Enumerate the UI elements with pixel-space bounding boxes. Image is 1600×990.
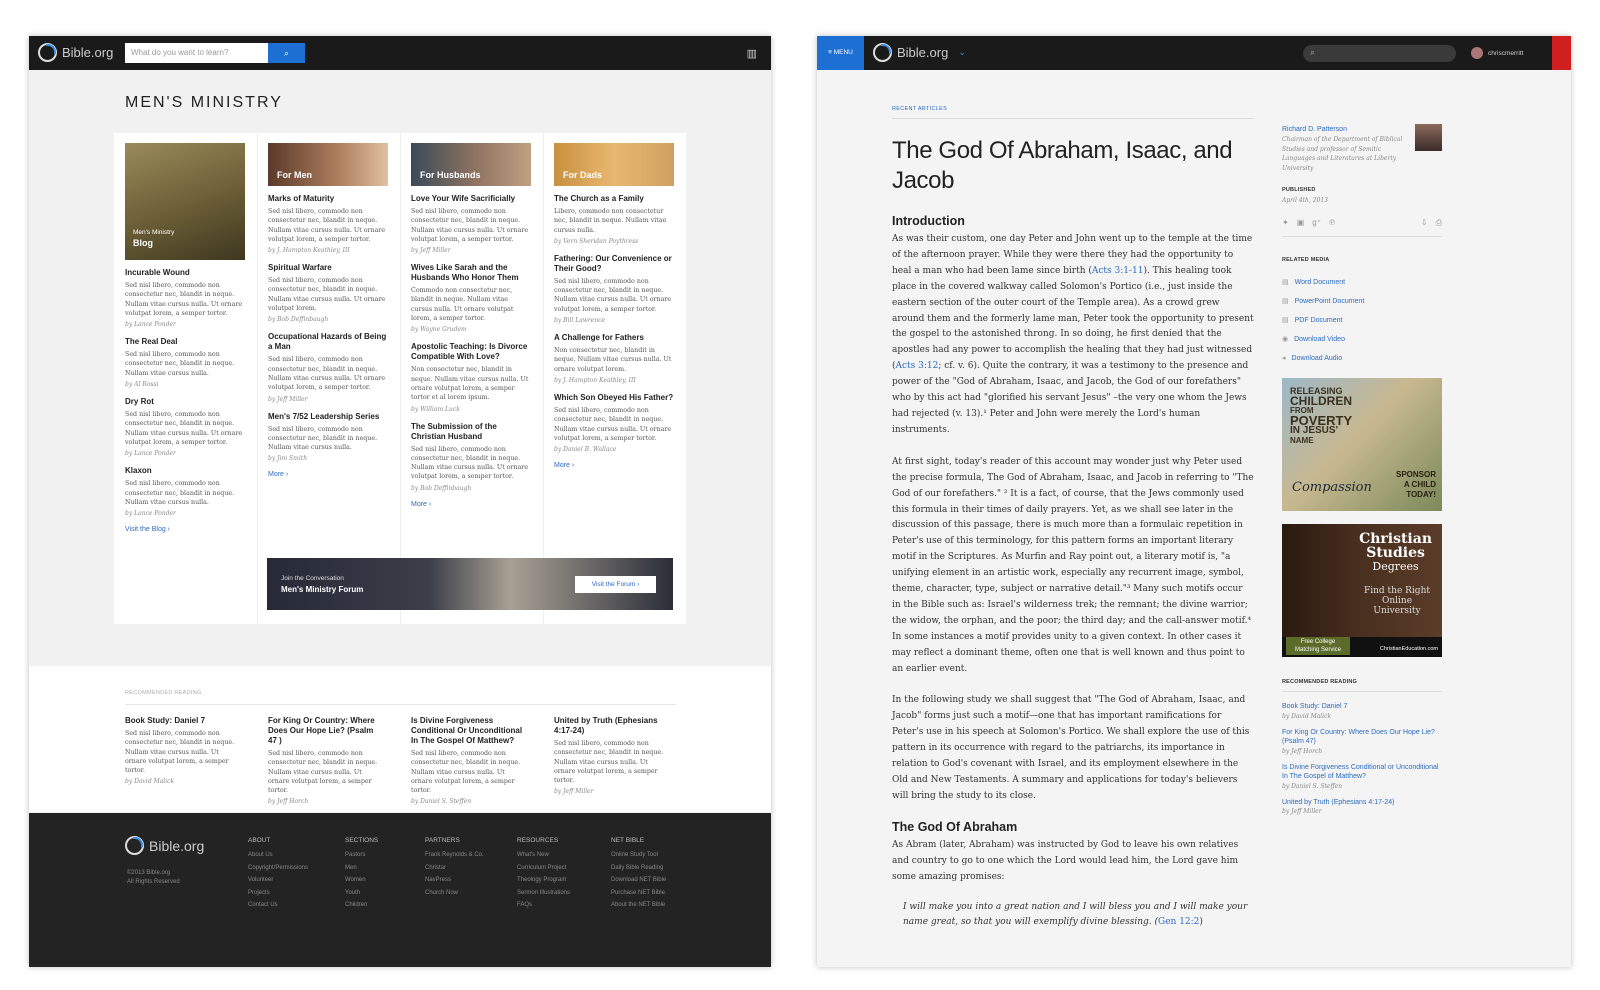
for-dads-column xyxy=(554,143,674,469)
article-title[interactable]: Love Your Wife Sacrificially xyxy=(411,194,516,203)
logo-icon xyxy=(125,836,144,855)
google-plus-icon[interactable]: g⁺ xyxy=(1312,218,1321,227)
forum-title: Men's Ministry Forum xyxy=(281,585,364,594)
article-title[interactable]: The Church as a Family xyxy=(554,194,644,203)
related-media-item[interactable] xyxy=(1282,349,1442,368)
column-heading: For Husbands xyxy=(420,170,481,180)
list-item[interactable] xyxy=(554,333,674,384)
article-title[interactable]: Klaxon xyxy=(125,466,152,476)
search-button[interactable] xyxy=(268,43,305,63)
article-author: by Bill Lawrence xyxy=(554,317,606,325)
list-item[interactable] xyxy=(268,194,388,254)
article-excerpt: Sed nisl libero, commodo non consectetur nec, blandit in neque. Nullam vitae cursus nulla. Ut ornare volutpat lorem, a semper tortor. xyxy=(268,750,378,795)
facebook-icon[interactable]: ▣ xyxy=(1296,218,1305,227)
ad-text: Free College xyxy=(1300,639,1336,645)
article-title: The God Of Abraham, Isaac, and Jacob xyxy=(892,137,1233,194)
article-title[interactable]: Occupational Hazards of Being a Man xyxy=(268,332,387,352)
print-icon[interactable]: ⎙ xyxy=(1435,218,1442,227)
article-author: by Lance Ponder xyxy=(125,450,176,458)
recommended-reading xyxy=(29,666,771,812)
footer-link[interactable]: Contact Us xyxy=(248,902,278,909)
article-title[interactable]: The Submission of the Christian Husband xyxy=(411,421,497,441)
article-excerpt: Sed nisl libero, commodo non consectetur nec, blandit in neque. Nullam vitae cursus nulla. Ut ornare volutpat lorem, a semper tortor. xyxy=(411,445,529,481)
ad-text: RELEASING xyxy=(1290,386,1343,396)
ad-text: Online xyxy=(1381,596,1413,606)
heading-introduction: Introduction xyxy=(892,214,965,228)
document-icon: ▤ xyxy=(1282,317,1289,324)
article-title[interactable]: A Challenge for Fathers xyxy=(554,333,644,343)
list-item[interactable] xyxy=(411,422,531,492)
divider xyxy=(1282,691,1442,692)
recommended-author: by Jeff Horch xyxy=(1282,747,1323,755)
for-men-image[interactable] xyxy=(268,143,388,186)
footer-link[interactable]: Volunteer xyxy=(248,877,274,884)
article-title[interactable]: Incurable Wound xyxy=(125,268,190,277)
text: ). This healing took place in the covered walkway called Solomon's Portico (i.e., just inside the eastern section of the outer court of the Temple area). As a crowd grew around them and the formerly lame man, Peter took the opportunity to present the gospel to the astonished throng. In so doing, he first denied that the apostles had any power to accomplish the healing that they had just witnessed ( xyxy=(892,265,1254,372)
paragraph: At first sight, today's reader of this account may wonder just why Peter used the precise formula, The God of Abraham, Isaac, and Jacob in referring to "The God of our forefathers." ² It is a fact, of course, that the Jews commonly used this formula in their times of daily prayers. Yet, as we shall see later in the discussion of this passage, there is much more than a formulaic repetition in Peter's use of this terminology, for this pattern forms an important literary motif in the Scriptures. As Murfin and Ray point out, a literary motif is, "a unifying element in an artistic work, especially any recurrent image, symbol, theme, character, type, subject or narrative detail."³ Many such motifs occur in the Bible such as: Israel's wilderness trek; the remnant; the divine warrior; the widow, the orphan, and the poor; the third day; and the call-answer motif.⁴ In some instances a motif provides unity to a given context. In other cases it may reflect a dominant theme, often one that is well known and thus point to an earlier event. xyxy=(892,456,1254,674)
footer-link[interactable]: Youth xyxy=(345,889,361,896)
article-title[interactable]: The Real Deal xyxy=(125,337,178,347)
footer-link[interactable]: About the NET Bible xyxy=(611,902,666,909)
ad-cta xyxy=(1396,470,1436,500)
footer-heading: SECTIONS xyxy=(345,837,379,844)
article-author: by J. Hampton Keathley, III xyxy=(554,376,636,384)
column-heading: For Dads xyxy=(563,170,603,180)
ad-text: SPONSOR xyxy=(1395,470,1436,479)
list-item[interactable] xyxy=(125,716,241,785)
article-author: by Wayne Grudem xyxy=(411,326,467,334)
article-title[interactable]: Wives Like Sarah and the Husbands Who Honor Them xyxy=(411,263,519,283)
scripture-link[interactable]: Gen 12:2 xyxy=(1158,917,1200,928)
chevron-down-icon[interactable]: ⌄ xyxy=(958,47,966,57)
footer-link[interactable]: Pastors xyxy=(345,852,366,858)
article-body xyxy=(892,232,1254,805)
article-author: by Bob Deffinbaugh xyxy=(268,316,329,324)
article-excerpt: Non consectetur nec, blandit in neque. Nullam vitae cursus nulla. Ut ornare volutpat lorem, a semper tortor et al lorem ipsum. xyxy=(411,366,529,402)
footer xyxy=(29,813,771,967)
recommended-author: by Jeff Miller xyxy=(1282,808,1322,815)
paragraph: In the following study we shall suggest that "The God of Abraham, Isaac, and Jacob" forms just such a motif—one that has important ramifications for Peter's use in his speech at Solomon's Portico. We shall explore the use of this pattern in its occurrence with regard to the patriarchs, its importance in relation to God's covenant with Israel, and its employment elsewhere in the Old and New Testaments. A summary and applications for today's believers will bring the study to its close. xyxy=(892,695,1250,801)
article-excerpt: Sed nisl libero, commodo non consectetur nec, blandit in neque. Nullam vitae cursus nulla. Ut ornare volutpat lorem, a semper tortor. xyxy=(554,406,672,442)
ad-subline xyxy=(1364,586,1430,616)
footer-column-resources xyxy=(517,837,570,912)
article-excerpt: Sed nisl libero, commodo non consectetur nec, blandit in neque. Nullam vitae cursus nulla. Ut ornare volutpat lorem, a semper tortor. xyxy=(554,277,672,313)
footer-link[interactable]: What's New xyxy=(517,852,549,858)
paragraph xyxy=(892,232,1254,439)
blog-image[interactable] xyxy=(125,143,245,260)
author-name[interactable]: Richard D. Patterson xyxy=(1282,126,1347,133)
search-icon: ⌕ xyxy=(1310,47,1316,57)
footer-column-net-bible xyxy=(611,837,666,912)
ad-brand: Compassion xyxy=(1292,480,1372,495)
recommended-author: by Daniel S. Steffen xyxy=(1282,782,1343,790)
list-item[interactable] xyxy=(268,716,384,805)
ad-text: Christian xyxy=(1359,531,1432,547)
footer-link[interactable]: Projects xyxy=(248,889,270,896)
blog-column xyxy=(125,143,245,533)
article-excerpt: Sed nisl libero, commodo non consectetur nec, blandit in neque. Nullam vitae cursus nulla. Ut ornare volutpat lorem, a semper tortor. xyxy=(125,411,243,446)
recommended-link[interactable]: Is Divine Forgiveness Conditional or Unconditional In The Gospel of Matthew? xyxy=(1282,763,1439,780)
forum-banner[interactable] xyxy=(267,558,673,610)
footer-link[interactable]: Download NET Bible xyxy=(611,877,667,884)
article-excerpt: Sed nisl libero, commodo non consectetur nec, blandit in neque. Nullam vitae cursus nulla. xyxy=(268,425,378,452)
divider xyxy=(400,133,401,624)
article-title[interactable]: Which Son Obeyed His Father? xyxy=(554,392,674,402)
article-author: by Jeff Miller xyxy=(411,247,451,255)
footer-link[interactable]: About Us xyxy=(248,852,273,858)
ad-text: TODAY! xyxy=(1406,490,1436,499)
audio-icon: ◂ xyxy=(1282,355,1286,362)
list-item[interactable] xyxy=(411,263,531,333)
ad-headline xyxy=(1290,386,1352,446)
top-bar xyxy=(817,36,1571,70)
list-item[interactable] xyxy=(268,332,388,402)
article-author: by Al Rossi xyxy=(125,381,159,389)
article-author: by Daniel S. Steffen xyxy=(411,798,472,806)
avatar xyxy=(1471,47,1483,59)
site-name: Bible.org xyxy=(897,45,949,60)
divider xyxy=(257,133,258,624)
ad-text: IN JESUS' xyxy=(1290,425,1338,436)
footer-link[interactable]: Christar xyxy=(425,864,447,871)
for-husbands-image[interactable] xyxy=(411,143,531,186)
ad-text: NAME xyxy=(1290,436,1314,445)
article-excerpt: Sed nisl libero, commodo non consectetur nec, blandit in neque. Nullam vitae cursus nulla. Ut ornare volutpat lorem, a semper tortor. xyxy=(125,730,235,775)
red-accent-tab[interactable] xyxy=(1552,36,1571,70)
list-item[interactable] xyxy=(554,194,674,245)
footer-link[interactable]: Frank Reynolds & Co. xyxy=(425,852,484,858)
footer-column-about xyxy=(248,837,308,912)
footer-heading: PARTNERS xyxy=(425,837,460,844)
list-item[interactable] xyxy=(125,466,245,517)
article-sidebar xyxy=(1282,126,1442,823)
column-heading: For Men xyxy=(277,170,312,180)
footer-column-partners xyxy=(425,837,484,899)
article-excerpt: Libero, commodo non consectetur nec, blandit in neque. Nullam vitae cursus nulla. xyxy=(554,208,667,234)
footer-link[interactable]: Women xyxy=(345,877,366,884)
divider xyxy=(892,118,1254,119)
ad-badge xyxy=(1286,637,1350,655)
author-description: Chairman of the Department of Biblical Studies and professor of Semitic Languages and Literatures at Liberty University xyxy=(1282,136,1403,172)
footer-link[interactable]: Theology Program xyxy=(517,877,567,884)
article-title[interactable]: For King Or Country: Where Does Our Hope Lie? (Psalm 47 ) xyxy=(268,716,375,745)
related-media-item[interactable] xyxy=(1282,330,1442,349)
footer-heading: NET BIBLE xyxy=(611,837,645,844)
visit-forum-button[interactable]: Visit the Forum › xyxy=(575,576,656,593)
article-title[interactable]: Fathering: Our Convenience or Their Good? xyxy=(554,253,672,273)
book-icon[interactable]: ▥ xyxy=(746,48,757,60)
list-item[interactable] xyxy=(125,268,245,328)
list-item[interactable] xyxy=(411,342,531,412)
more-link[interactable]: More › xyxy=(554,462,575,470)
footer-link[interactable]: Sermon Illustrations xyxy=(517,889,571,896)
search-input[interactable] xyxy=(1303,45,1456,62)
blog-label-big: Blog xyxy=(133,238,153,248)
site-name: Bible.org xyxy=(149,837,205,854)
scripture-link[interactable]: Acts 3:1-11 xyxy=(1091,265,1144,276)
recommended-link[interactable]: For King Or Country: Where Does Our Hope Lie? (Psalm 47) xyxy=(1282,728,1435,745)
article-author: by Daniel B. Wallace xyxy=(554,446,617,454)
related-media-item[interactable] xyxy=(1282,292,1442,311)
article-author: by Lance Ponder xyxy=(125,321,176,329)
article-excerpt: Commodo non consectetur nec, blandit in neque. Nullam vitae cursus nulla. Ut ornare volutpat lorem, a semper tortor. xyxy=(411,287,514,323)
user-menu[interactable] xyxy=(1471,47,1523,59)
article-title[interactable]: Is Divine Forgiveness Conditional Or Unconditional In The Gospel Of Matthew? xyxy=(411,716,523,745)
footer-link[interactable]: Daily Bible Reading xyxy=(611,864,664,871)
twitter-icon[interactable]: ✦ xyxy=(1282,218,1289,227)
share-bar xyxy=(1282,218,1442,228)
article-author: by J. Hampton Keathley, III xyxy=(268,247,350,255)
article-excerpt: Sed nisl libero, commodo non consectetur nec, blandit in neque. Nullam vitae cursus nulla. Ut ornare volutpat lorem, a semper tortor. xyxy=(125,282,243,317)
ad-text: CHILDREN xyxy=(1290,394,1352,408)
text: As was their custom, one day Peter and John went up to the temple at the time of the afternoon prayer. While they were there they had the opportunity to heal a man who had been lame since birth ( xyxy=(892,234,1253,276)
article-excerpt: Non consectetur nec, blandit in neque. Nullam vitae cursus nulla. Ut ornare volutpat lorem. xyxy=(554,347,672,373)
heading-god-of-abraham: The God Of Abraham xyxy=(892,819,1018,834)
ad-text: Matching Service xyxy=(1294,647,1342,653)
forum-small-text: Join the Conversation xyxy=(281,575,344,582)
article-author: by Lance Ponder xyxy=(125,510,176,518)
article-author: by Vern Sheridan Poythress xyxy=(554,237,639,245)
footer-heading: RESOURCES xyxy=(517,837,559,844)
article-page xyxy=(817,36,1571,967)
mens-ministry-page xyxy=(29,36,771,967)
text: I will make you into a great nation and I will bless you and I will make your name great, so that you will exemplify divine blessing. ( xyxy=(903,901,1248,928)
site-name: Bible.org xyxy=(62,45,114,60)
divider xyxy=(543,133,544,624)
ad-site: ChristianEducation.com xyxy=(1379,646,1438,652)
media-link[interactable]: PowerPoint Document xyxy=(1294,298,1365,305)
article-author: by Jim Smith xyxy=(268,455,308,463)
list-item[interactable] xyxy=(554,254,674,324)
block-quote xyxy=(903,900,1254,932)
published-label: PUBLISHED xyxy=(1282,187,1316,193)
article-author: by Bob Deffinbaugh xyxy=(411,484,472,492)
related-media-label: RELATED MEDIA xyxy=(1282,257,1330,263)
for-husbands-column xyxy=(411,143,531,508)
list-item[interactable] xyxy=(125,337,245,388)
list-item[interactable] xyxy=(268,412,388,463)
site-logo[interactable] xyxy=(873,43,966,62)
article-excerpt: Sed nisl libero, commodo non consectetur nec, blandit in neque. Nullam vitae cursus nulla. Ut ornare volutpat lorem, a semper tortor. xyxy=(411,208,529,243)
article-excerpt: Sed nisl libero, commodo non consectetur nec, blandit in neque. Nullam vitae cursus nulla. xyxy=(125,480,235,506)
article-author: by Jeff Horch xyxy=(268,798,309,806)
recommended-label: RECOMMENDED READING xyxy=(1282,679,1357,685)
article-excerpt: Sed nisl libero, commodo non consectetur nec, blandit in neque. Nullam vitae cursus nulla. Ut ornare volutpat lorem, a semper tortor. xyxy=(411,750,521,795)
article-excerpt: Sed nisl libero, commodo non consectetur nec, blandit in neque. Nullam vitae cursus nulla. xyxy=(125,351,235,377)
ad-text: University xyxy=(1373,606,1421,616)
footer-link[interactable]: Children xyxy=(345,902,368,909)
published-date: April 4th, 2013 xyxy=(1282,197,1328,204)
video-icon: ◉ xyxy=(1282,336,1289,343)
ministry-card xyxy=(114,133,686,624)
article-author: by Jeff Miller xyxy=(268,395,308,403)
related-media-item[interactable] xyxy=(1282,273,1442,292)
menu-button[interactable]: ≡ MENU xyxy=(817,36,864,70)
text: ) xyxy=(1199,917,1203,928)
recommended-link[interactable]: United by Truth (Ephesians 4:17-24) xyxy=(1282,798,1395,806)
footer-link[interactable]: FAQs xyxy=(517,902,533,909)
visit-blog-link[interactable]: Visit the Blog › xyxy=(125,526,171,534)
page-title: MEN'S MINISTRY xyxy=(125,94,283,111)
list-item[interactable] xyxy=(125,397,245,457)
scripture-link[interactable]: Acts 3:12 xyxy=(895,361,939,372)
list-item[interactable] xyxy=(554,716,670,795)
ad-text: Studies xyxy=(1366,545,1425,561)
footer-link[interactable]: Copyright/Permissions xyxy=(248,864,309,871)
article-title[interactable]: Apostolic Teaching: Is Divorce Compatible With Love? xyxy=(411,342,528,362)
article-excerpt: Sed nisl libero, commodo non consectetur nec, blandit in neque. Nullam vitae cursus nulla. Ut ornare volutpat lorem, a semper tortor. xyxy=(268,208,386,243)
logo-icon xyxy=(873,43,892,62)
recommended-link[interactable]: Book Study: Daniel 7 xyxy=(1282,703,1348,710)
article-author: by David Malick xyxy=(125,778,175,786)
copyright-text: ©2013 Bible.org xyxy=(127,870,171,876)
for-men-column xyxy=(268,143,388,478)
section-label[interactable]: RECENT ARTICLES xyxy=(892,106,948,112)
rights-text: All Rights Reserved xyxy=(127,879,180,885)
recommended-author: by David Malick xyxy=(1282,712,1332,720)
footer-link[interactable]: Purchase NET Bible xyxy=(611,889,665,896)
top-bar xyxy=(29,36,771,70)
ad-text: Degrees xyxy=(1372,560,1419,573)
ad-text: A CHILD xyxy=(1403,480,1436,489)
ad-text: POVERTY xyxy=(1290,413,1353,428)
ad-headline xyxy=(1359,532,1432,574)
blog-label-small: Men's Ministry xyxy=(133,229,175,236)
christian-studies-ad[interactable] xyxy=(1282,524,1442,657)
document-icon: ▤ xyxy=(1282,298,1289,305)
author-photo xyxy=(1415,124,1442,151)
footer-logo[interactable] xyxy=(125,836,204,855)
for-dads-image[interactable] xyxy=(554,143,674,186)
divider xyxy=(125,704,676,705)
paragraph: As Abram (later, Abraham) was instructed by God to leave his own relatives and country to go to one which the Lord would lead him, the Lord gave him some amazing promises: xyxy=(892,839,1239,882)
list-item[interactable] xyxy=(554,393,674,453)
more-link[interactable]: More › xyxy=(411,500,432,508)
logo-icon xyxy=(38,43,57,62)
divider xyxy=(1282,236,1442,237)
article-title[interactable]: Marks of Maturity xyxy=(268,194,335,203)
search-icon: ⌕ xyxy=(283,48,290,58)
article-excerpt: Sed nisl libero, commodo non consectetur nec, blandit in neque. Nullam vitae cursus nulla. Ut ornare volutpat lorem, a semper tortor. xyxy=(554,740,664,785)
more-link[interactable]: More › xyxy=(268,471,289,479)
article-excerpt: Sed nisl libero, commodo non consectetur nec, blandit in neque. Nullam vitae cursus nulla. Ut ornare volutpat lorem. xyxy=(268,277,386,313)
list-item[interactable] xyxy=(268,263,388,323)
media-link[interactable]: PDF Document xyxy=(1294,317,1343,324)
list-item[interactable] xyxy=(411,194,531,254)
compassion-ad[interactable] xyxy=(1282,378,1442,511)
article-title[interactable]: Book Study: Daniel 7 xyxy=(125,716,206,725)
footer-heading: ABOUT xyxy=(248,837,271,844)
article-excerpt: Sed nisl libero, commodo non consectetur nec, blandit in neque. Nullam vitae cursus nulla. Ut ornare volutpat lorem, a semper tortor. xyxy=(268,356,386,392)
ad-text: FROM xyxy=(1290,406,1314,415)
text: ; cf. v. 6). Quite the contrary, it was a testimony to the presence and power of the "God of Abraham, Isaac, and Jacob, the God of our forefathers" who by this act had "glorified his servant Jesus" –the very one whom the Jews had rejected (v. 13).¹ Peter and John were merely the Lord's human instruments. xyxy=(892,361,1249,435)
article-title[interactable]: United by Truth (Ephesians 4:17-24) xyxy=(554,716,658,735)
related-media-item[interactable] xyxy=(1282,311,1442,330)
media-link[interactable]: Word Document xyxy=(1294,279,1346,286)
ad-text: Find the Right xyxy=(1364,586,1430,596)
section-label: RECOMMENDED READING xyxy=(125,690,202,696)
site-logo[interactable] xyxy=(38,43,113,62)
article-title[interactable]: Men's 7/52 Leadership Series xyxy=(268,411,380,421)
media-link[interactable]: Download Video xyxy=(1294,336,1345,343)
document-icon: ▤ xyxy=(1282,279,1289,286)
footer-column-sections xyxy=(345,837,378,912)
list-item[interactable] xyxy=(411,716,527,805)
footer-link[interactable]: Church Now xyxy=(425,889,459,896)
download-icon[interactable]: ⇩ xyxy=(1420,218,1428,227)
username: chriscmerritt xyxy=(1488,49,1524,57)
copyright xyxy=(127,869,180,887)
article-title[interactable]: Dry Rot xyxy=(125,397,154,407)
article-title[interactable]: Spiritual Warfare xyxy=(268,263,332,273)
footer-link[interactable]: Men xyxy=(345,864,357,871)
article-author: by Jeff Miller xyxy=(554,788,594,796)
pinterest-icon[interactable]: ℗ xyxy=(1328,218,1335,227)
footer-link[interactable]: Online Study Tool xyxy=(611,852,658,858)
search-input[interactable]: What do you want to learn? xyxy=(125,43,268,63)
footer-link[interactable]: NavPress xyxy=(425,877,452,884)
footer-link[interactable]: Curriculum Project xyxy=(517,864,567,871)
article-author: by William Luck xyxy=(411,405,460,413)
article-main xyxy=(892,106,1254,931)
media-link[interactable]: Download Audio xyxy=(1291,355,1343,362)
